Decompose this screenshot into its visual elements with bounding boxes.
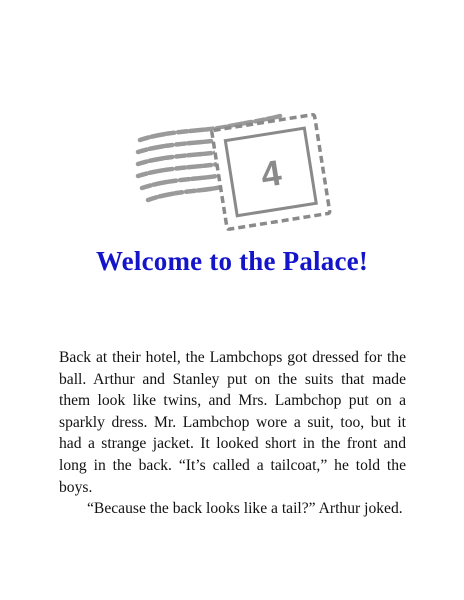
paragraph: Back at their hotel, the Lambchops got dressed for the ball. Arthur and Stanley put on the suits that made them look like twins, and Mrs. Lambchop put on a sparkly dress. Mr. Lambchop wore a suit, too, but it had a strange jacket. It looked short in the front and long in the back. “It’s called a tailcoat,” he told the boys. <box>59 349 406 496</box>
chapter-number: 4 <box>257 151 285 196</box>
chapter-title: Welcome to the Palace! <box>95 246 369 276</box>
stamp-body <box>212 114 330 229</box>
body-text <box>59 347 406 520</box>
paragraph: “Because the back looks like a tail?” Arthur joked. <box>87 500 403 518</box>
postage-stamp-icon <box>130 102 340 232</box>
